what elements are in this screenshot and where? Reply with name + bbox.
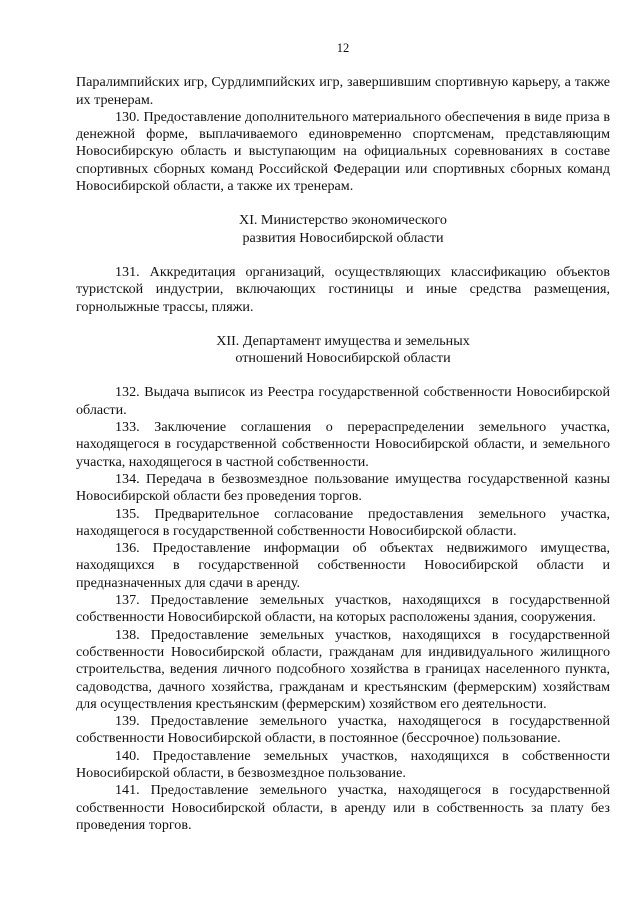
item-text: Предоставление земельных участков, находящихся в государственной собственности Новосибирской области, на которых расположены здания, сооружения. <box>76 592 610 626</box>
list-item <box>76 109 610 195</box>
list-item <box>76 748 610 783</box>
item-number: 140. <box>115 747 140 764</box>
item-text: Предоставление дополнительного материального обеспечения в виде приза в денежной форме, выплачиваемого единовременно спортсменам, представляющим Новосибирскую область и выступающим на официальных соревнованиях в составе спортивных сборных команд Российской Федерации или спортивных сборных команд Новосибирской области, а также их тренерам. <box>76 108 610 195</box>
item-number: 141. <box>115 782 140 799</box>
page-number: 12 <box>336 41 350 55</box>
list-item <box>76 782 610 834</box>
item-text: Предоставление земельного участка, находящегося в государственной собственности Новосибирской области, в аренду или в собственность за плату без проведения торгов. <box>76 782 610 833</box>
list-item <box>76 713 610 748</box>
item-number: 135. <box>115 505 140 522</box>
list-item <box>76 384 610 419</box>
item-number: 132. <box>115 384 140 401</box>
list-item <box>76 419 610 471</box>
item-text: Передача в безвозмездное пользование имущества государственной казны Новосибирской области без проведения торгов. <box>76 470 610 505</box>
list-item <box>76 627 610 713</box>
item-number: 134. <box>115 470 140 487</box>
item-number: 136. <box>115 540 140 557</box>
item-number: 137. <box>115 592 140 609</box>
item-text: Предоставление земельных участков, находящихся в собственности Новосибирской области, в безвозмездное пользование. <box>76 747 610 781</box>
list-item <box>76 471 610 506</box>
item-text: Предоставление информации об объектах недвижимого имущества, находящихся в государственной собственности Новосибирской области и предназначенных для сдачи в аренду. <box>76 540 610 591</box>
list-item <box>76 540 610 592</box>
item-text: Предоставление земельного участка, находящегося в государственной собственности Новосибирской области, в постоянное (бессрочное) пользование. <box>76 713 610 747</box>
intro-paragraph: Паралимпийских игр, Сурдлимпийских игр, завершившим спортивную карьеру, а также их тренерам. <box>76 74 610 108</box>
item-number: 131. <box>115 263 140 280</box>
section-heading <box>76 212 610 247</box>
item-text: Аккредитация организаций, осуществляющих классификацию объектов туристской индустрии, включающих гостиницы и иные средства размещения, горнолыжные трассы, пляжи. <box>76 263 610 315</box>
list-item <box>76 592 610 627</box>
item-number: 130. <box>115 108 140 125</box>
section-heading-line: развития Новосибирской области <box>242 229 444 246</box>
item-text: Заключение соглашения о перераспределении земельного участка, находящегося в государственной собственности Новосибирской области, и земельного участка, находящегося в частной собственности. <box>76 419 610 470</box>
item-number: 139. <box>115 713 140 730</box>
section-heading <box>76 333 610 368</box>
section-heading-line: отношений Новосибирской области <box>235 350 451 367</box>
list-item <box>76 264 610 316</box>
section-heading-line: XII. Департамент имущества и земельных <box>216 332 470 349</box>
item-text: Предоставление земельных участков, находящихся в государственной собственности Новосибирской области, гражданам для индивидуального жилищного строительства, ведения личного подсобного хозяйства в границах населенного пункта, садоводства, дачного хозяйства, гражданам и крестьянским (фермерским) хозяйствам для осуществления крестьянским (фермерским) хозяйством его деятельности. <box>76 626 610 712</box>
item-number: 133. <box>115 419 140 436</box>
item-number: 138. <box>115 626 140 643</box>
section-heading-line: XI. Министерство экономического <box>239 212 447 229</box>
item-text: Предварительное согласование предоставления земельного участка, находящегося в государственной собственности Новосибирской области. <box>76 505 610 539</box>
list-item <box>76 506 610 541</box>
item-text: Выдача выписок из Реестра государственной собственности Новосибирской области. <box>76 384 611 418</box>
